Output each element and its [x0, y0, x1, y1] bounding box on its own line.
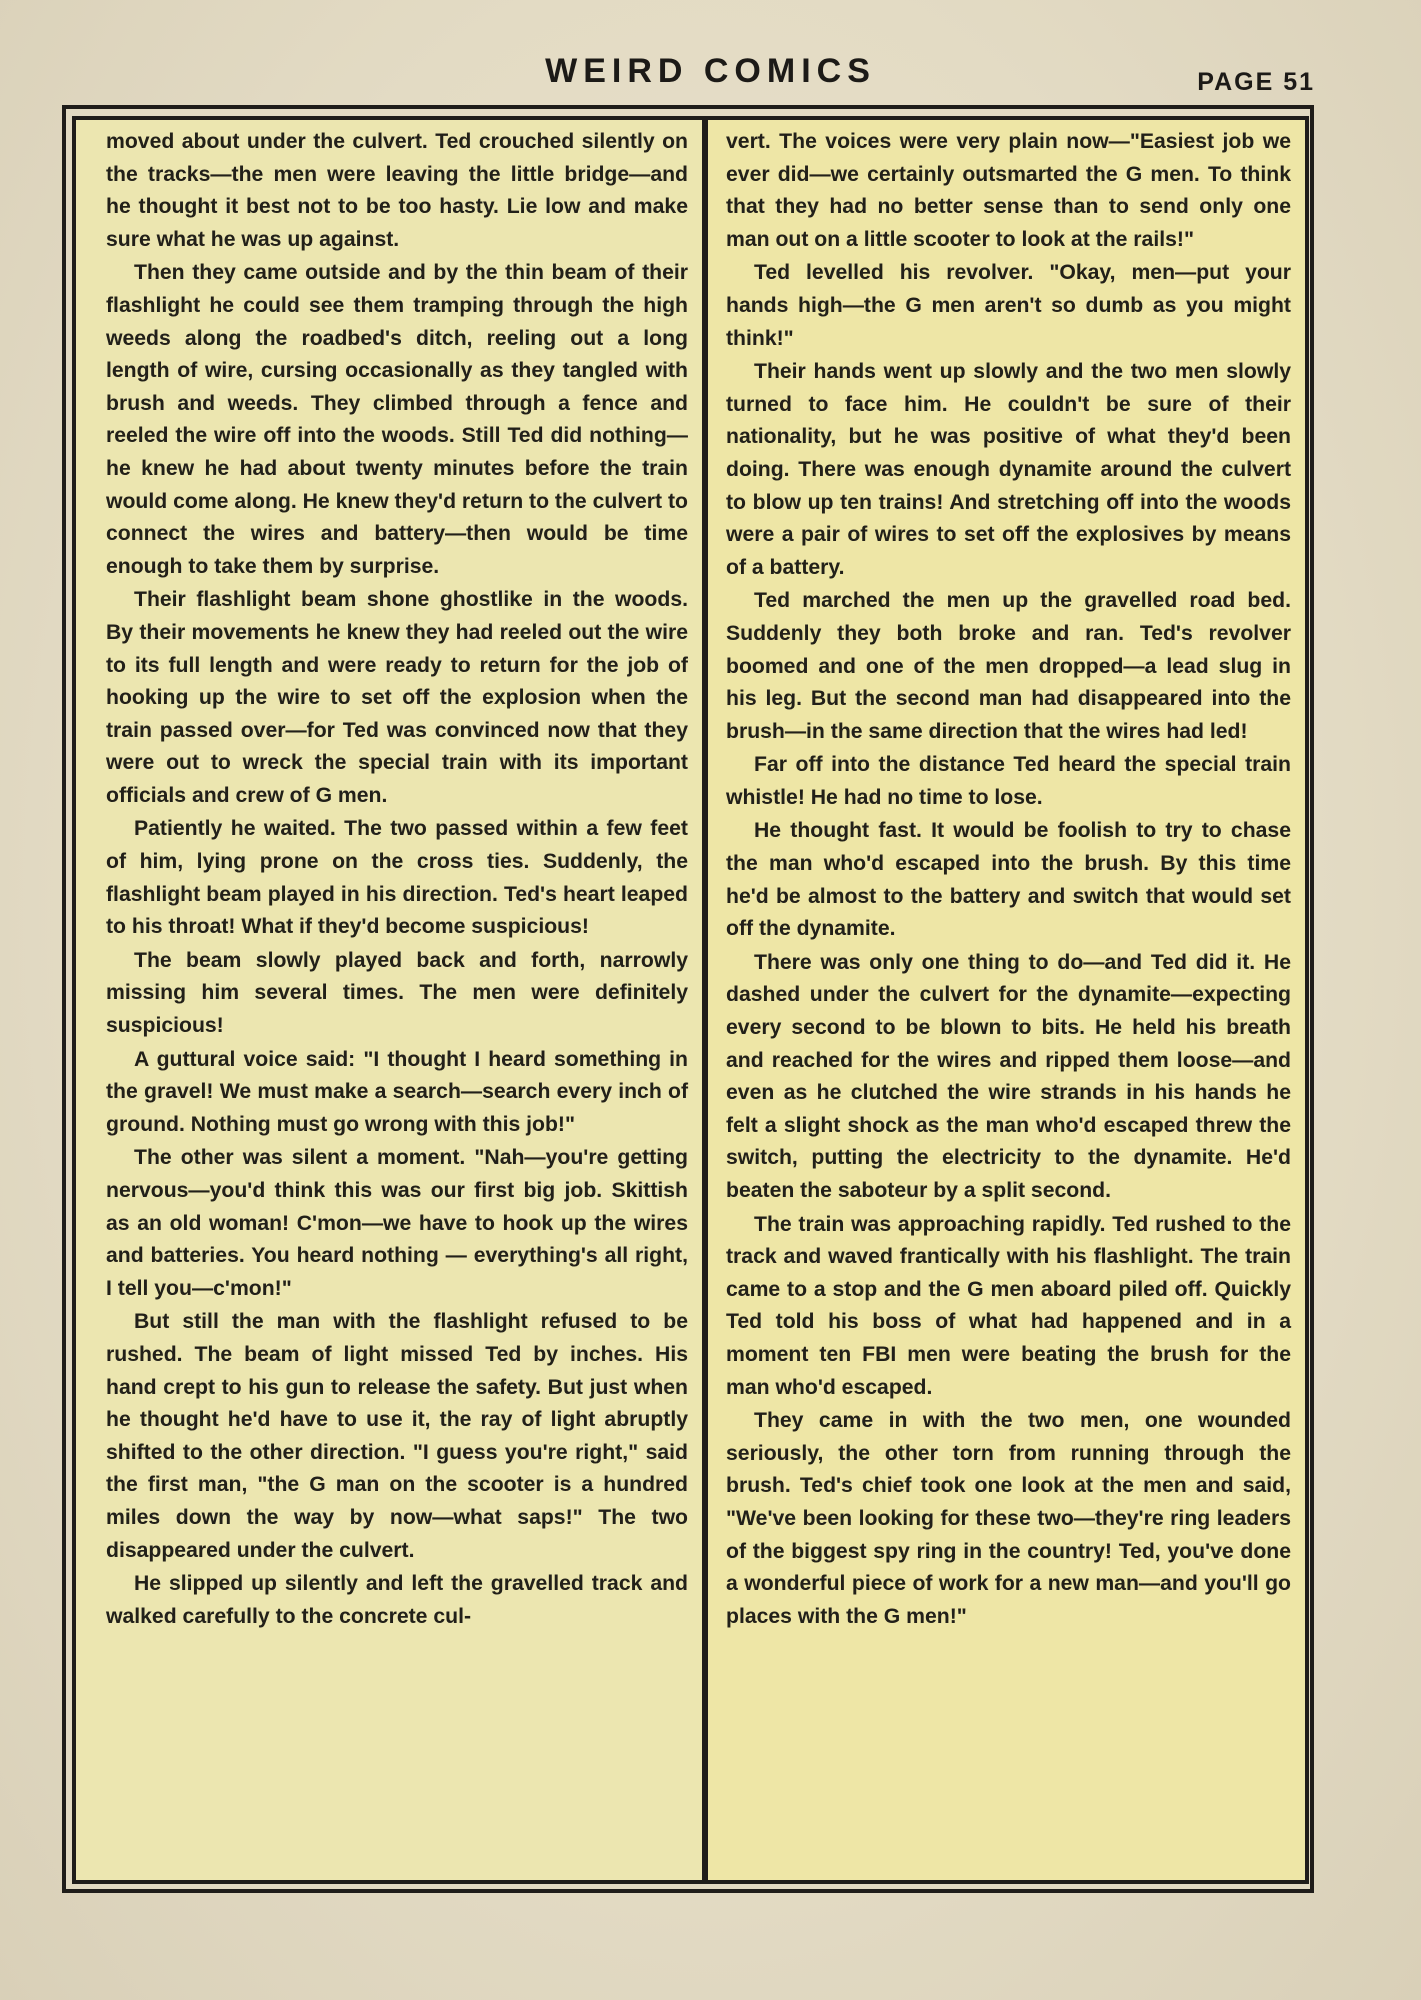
story-paragraph: The other was silent a moment. "Nah—you're getting nervous—you'd think this was our first big job. Skittish as an old woman! C'mon—we have to hook up the wires and batteries. You heard nothing — everything's all right, I tell you—c'mon!" [106, 1146, 688, 1300]
story-paragraph: But still the man with the flashlight refused to be rushed. The beam of light missed Ted by inches. His hand crept to his gun to release the safety. But just when he thought he'd have to use it, the ray of light abruptly shifted to the other direction. "I guess you're right," said the first man, "the G man on the scooter is a hundred miles down the way by now—what saps!" The two disappeared under the culvert. [106, 1310, 688, 1562]
story-paragraph: Their hands went up slowly and the two men slowly turned to face him. He couldn't be sure of their nationality, but he was positive of what they'd been doing. There was enough dynamite around the culvert to blow up ten trains! And stretching off into the woods were a pair of wires to set off the explosives by means of a battery. [726, 360, 1291, 579]
story-paragraph: Patiently he waited. The two passed within a few feet of him, lying prone on the cross ties. Suddenly, the flashlight beam played in his direction. Ted's heart leaped to his throat! What if they'd become suspicious! [106, 817, 688, 939]
story-paragraph: They came in with the two men, one wounded seriously, the other torn from running through the brush. Ted's chief took one look at the men and said, "We've been looking for these two—they're ring leaders of the biggest spy ring in the country! Ted, you've done a wonderful piece of work for a new man—and you'll go places with the G men!" [726, 1409, 1291, 1628]
story-paragraph: Far off into the distance Ted heard the special train whistle! He had no time to lose. [726, 753, 1291, 809]
story-paragraph: Ted marched the men up the gravelled road bed. Suddenly they both broke and ran. Ted's revolver boomed and one of the men dropped—a lead slug in his leg. But the second man had disappeared into the brush—in the same direction that the wires had led! [726, 589, 1291, 743]
story-paragraph: The beam slowly played back and forth, narrowly missing him several times. The men were definitely suspicious! [106, 948, 688, 1038]
story-paragraph: Then they came outside and by the thin beam of their flashlight he could see them tramping through the high weeds along the roadbed's ditch, reeling out a long length of wire, cursing occasionally as they tangled with brush and weeds. They climbed through a fence and reeled the wire off into the woods. Still Ted did nothing—he knew he had about twenty minutes before the train would come along. He knew they'd return to the culvert to connect the wires and battery—then would be time enough to take them by surprise. [106, 261, 688, 578]
story-paragraph: A guttural voice said: "I thought I heard something in the gravel! We must make a search—search every inch of ground. Nothing must go wrong with this job!" [106, 1047, 688, 1136]
story-paragraph: vert. The voices were very plain now—"Easiest job we ever did—we certainly outsmarted the G men. To think that they had no better sense than to send only one man out on a little scooter to look at the rails!" [726, 130, 1291, 251]
magazine-title: WEIRD COMICS [545, 52, 876, 90]
text-column-right [704, 116, 1309, 1884]
story-paragraph: He slipped up silently and left the gravelled track and walked carefully to the concrete cul- [106, 1572, 688, 1628]
text-column-left [72, 116, 706, 1884]
story-paragraph: The train was approaching rapidly. Ted rushed to the track and waved frantically with his flashlight. The train came to a stop and the G men aboard piled off. Quickly Ted told his boss of what had happened and in a moment ten FBI men were beating the brush for the man who'd escaped. [726, 1212, 1291, 1399]
story-paragraph: Their flashlight beam shone ghostlike in the woods. By their movements he knew they had reeled out the wire to its full length and were ready to return for the job of hooking up the wire to set off the explosion when the train passed over—for Ted was convinced now that they were out to wreck the special train with its important officials and crew of G men. [106, 588, 688, 807]
page-number: PAGE 51 [1197, 68, 1315, 96]
story-paragraph: He thought fast. It would be foolish to try to chase the man who'd escaped into the brush. By this time he'd be almost to the battery and switch that would set off the dynamite. [726, 819, 1291, 941]
story-paragraph: Ted levelled his revolver. "Okay, men—put your hands high—the G men aren't so dumb as you might think!" [726, 261, 1291, 350]
story-paragraph: There was only one thing to do—and Ted did it. He dashed under the culvert for the dynamite—expecting every second to be blown to bits. He held his breath and reached for the wires and ripped them loose—and even as he clutched the wire strands in his hands he felt a slight shock as the man who'd escaped threw the switch, putting the electricity to the dynamite. He'd beaten the saboteur by a split second. [726, 950, 1291, 1202]
story-paragraph: moved about under the culvert. Ted crouched silently on the tracks—the men were leaving the little bridge—and he thought it best not to be too hasty. Lie low and make sure what he was up against. [106, 130, 688, 251]
